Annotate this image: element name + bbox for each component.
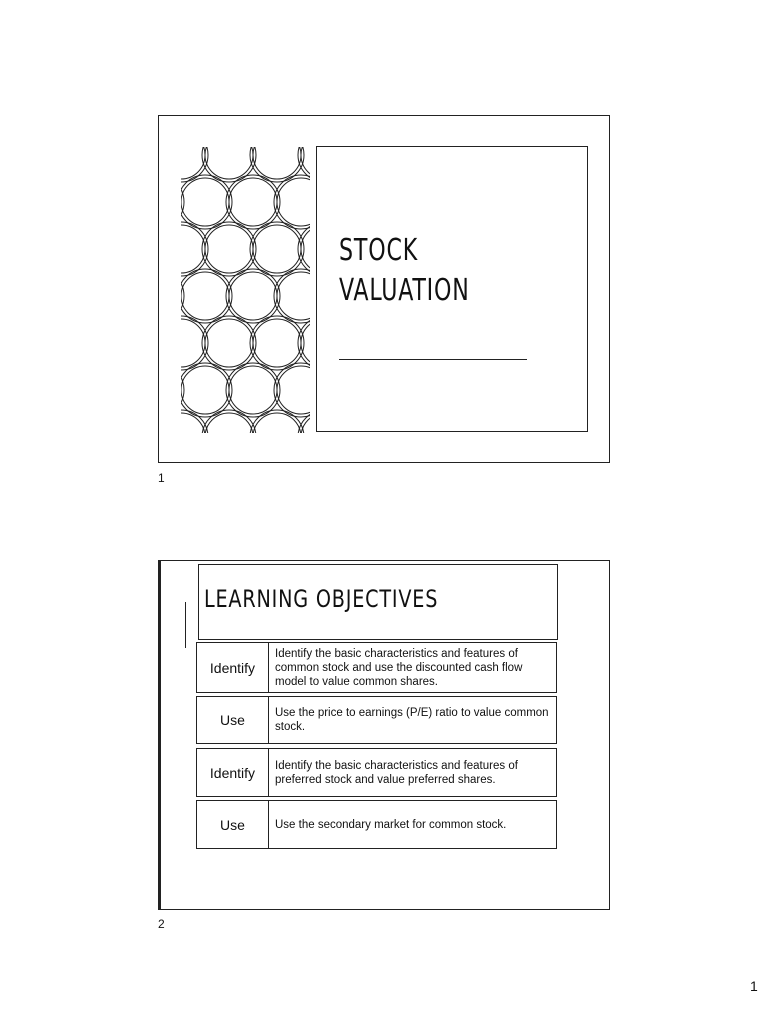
slide-number-1: 1 xyxy=(158,471,165,485)
title-line-1: STOCK xyxy=(339,233,419,268)
pattern-circle xyxy=(226,269,280,323)
pattern-circle-inner xyxy=(181,147,205,179)
slide-1 xyxy=(158,115,610,463)
objectives-title: LEARNING OBJECTIVES xyxy=(204,585,439,613)
objective-verb: Use xyxy=(197,801,269,848)
pattern-circle xyxy=(226,363,280,417)
pattern-circle-inner xyxy=(277,366,310,414)
pattern-circle-inner xyxy=(181,272,229,320)
pattern-circle xyxy=(250,222,304,276)
title-box xyxy=(316,146,588,432)
objective-verb: Identify xyxy=(197,643,269,692)
pattern-circle-inner xyxy=(205,225,253,273)
pattern-circle-inner xyxy=(277,178,310,226)
pattern-circle xyxy=(181,363,232,417)
pattern-circle-inner xyxy=(229,272,277,320)
pattern-circle xyxy=(181,269,232,323)
pattern-circle xyxy=(202,147,256,182)
pattern-circle-inner xyxy=(277,272,310,320)
pattern-circle xyxy=(181,222,208,276)
pattern-circle-inner xyxy=(229,366,277,414)
pattern-circle xyxy=(250,147,304,182)
pattern-circle-inner xyxy=(253,147,301,179)
left-accent-bar xyxy=(159,561,161,909)
pattern-circle-inner xyxy=(301,319,310,367)
pattern-circle xyxy=(274,363,310,417)
pattern-circle-inner xyxy=(253,319,301,367)
pattern-circle-inner xyxy=(253,225,301,273)
objective-row xyxy=(196,642,557,693)
pattern-circle xyxy=(274,269,310,323)
objective-text: Use the price to earnings (P/E) ratio to value common stock. xyxy=(275,707,549,733)
objective-row xyxy=(196,748,557,797)
objective-text: Use the secondary market for common stock. xyxy=(275,818,507,831)
pattern-circle-inner xyxy=(205,319,253,367)
pattern-circle-inner xyxy=(205,147,253,179)
pattern-circle xyxy=(226,175,280,229)
objective-row xyxy=(196,800,557,849)
title-accent-bar xyxy=(185,602,186,648)
pattern-circle xyxy=(181,175,232,229)
objective-text: Identify the basic characteristics and features of common stock and use the discounted cash flow model to value common shares. xyxy=(275,647,523,688)
pattern-circle xyxy=(202,316,256,370)
objective-row xyxy=(196,696,557,744)
title-underline xyxy=(339,359,527,360)
pattern-circle xyxy=(250,316,304,370)
slide-title xyxy=(339,231,470,311)
pattern-circle-inner xyxy=(229,178,277,226)
page-number: 1 xyxy=(750,978,758,994)
pattern-circle-inner xyxy=(181,225,205,273)
pattern-circle xyxy=(181,316,208,370)
pattern-circle-inner xyxy=(301,225,310,273)
slide-number-2: 2 xyxy=(158,917,165,931)
pattern-circle-inner xyxy=(181,413,205,433)
objective-verb: Identify xyxy=(197,749,269,796)
pattern-circle xyxy=(202,222,256,276)
pattern-circle-inner xyxy=(181,319,205,367)
pattern-circle-inner xyxy=(181,366,229,414)
pattern-circle-inner xyxy=(181,178,229,226)
objectives-header-box xyxy=(198,564,558,640)
slide-2 xyxy=(158,560,610,910)
title-line-2: VALUATION xyxy=(339,273,470,308)
pattern-circle xyxy=(274,175,310,229)
objective-verb: Use xyxy=(197,697,269,743)
objective-text: Identify the basic characteristics and features of preferred stock and value preferred shares. xyxy=(275,759,518,786)
decorative-circle-pattern xyxy=(181,147,310,433)
